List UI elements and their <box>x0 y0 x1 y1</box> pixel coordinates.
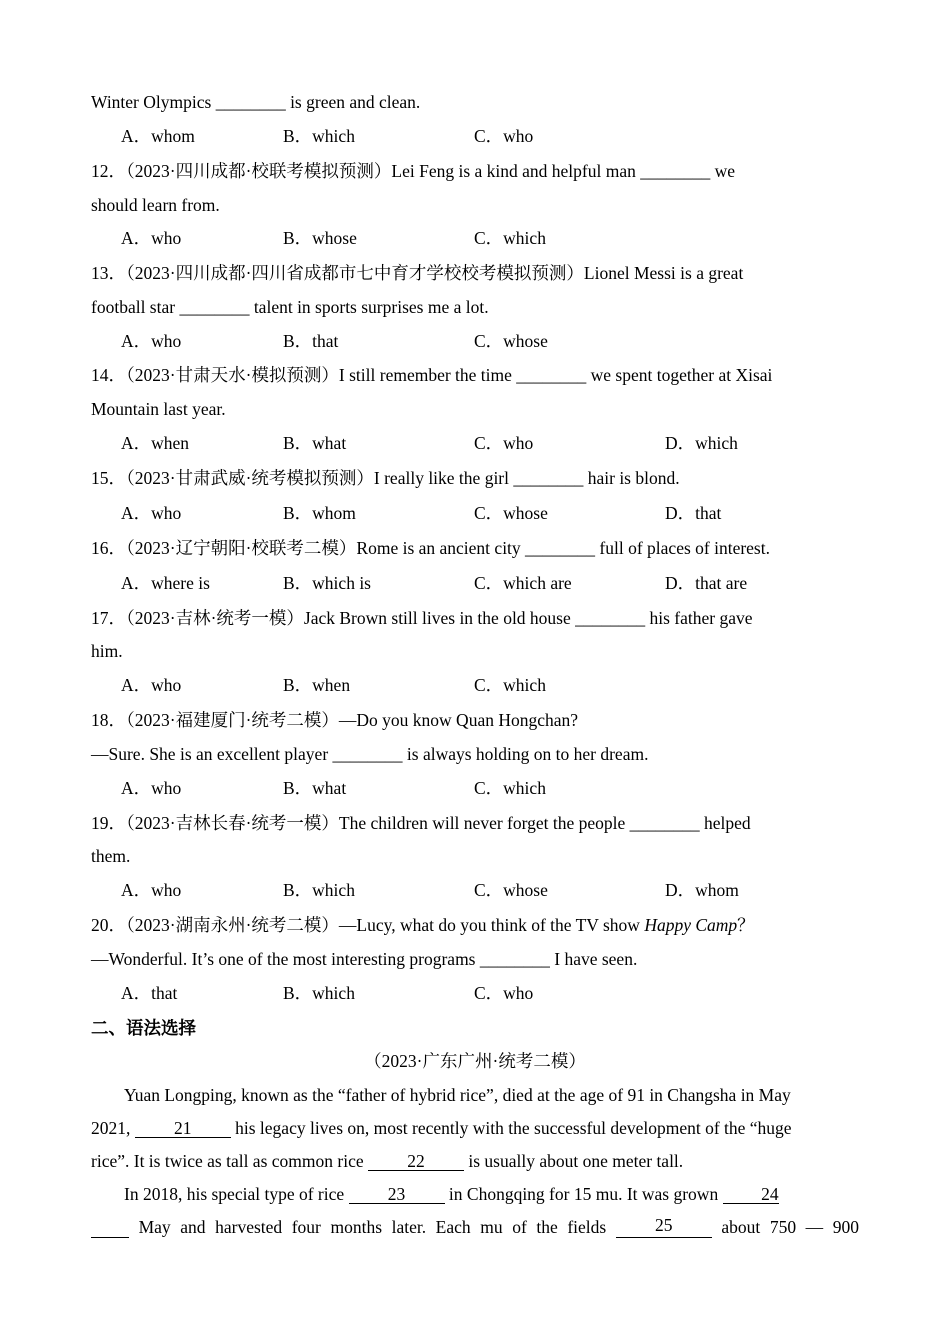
blank-21: 21 <box>135 1119 231 1138</box>
q11-option-c: C．who <box>474 126 534 146</box>
q16-option-d: D．that are <box>665 573 748 593</box>
q20-option-a: A．that <box>121 983 178 1003</box>
q13-stem-line1: 13．（2023·四川成都·四川省成都市七中育才学校校考模拟预测）Lionel Messi is a great <box>91 263 744 283</box>
q20-question-mark: ？ <box>737 915 755 935</box>
passage-text: in Chongqing for 15 mu. It was grown <box>444 1184 723 1204</box>
q14-option-c: C．who <box>474 433 534 453</box>
passage-word: of <box>512 1217 527 1237</box>
passage-word: Each <box>435 1217 471 1237</box>
q18-option-b: B．what <box>283 778 347 798</box>
q17-option-a: A．who <box>121 675 182 695</box>
q15-stem-line1: 15．（2023·甘肃武威·统考模拟预测）I really like the girl ________ hair is blond. <box>91 468 680 488</box>
passage-word: — <box>805 1217 824 1237</box>
blank-22: 22 <box>368 1152 464 1171</box>
q14-option-b: B．what <box>283 433 347 453</box>
blank-24-continuation <box>91 1216 129 1238</box>
passage-source: （2023·广东广州·统考二模） <box>364 1051 586 1071</box>
q20-stem-text: 20．（2023·湖南永州·统考二模）—Lucy, what do you think of the TV show <box>91 915 645 935</box>
passage-word: months <box>330 1217 383 1237</box>
q20-option-c: C．who <box>474 983 534 1003</box>
q13-stem-line2: football star ________ talent in sports surprises me a lot. <box>91 297 489 317</box>
passage-text: rice”. It is twice as tall as common rice <box>91 1151 368 1171</box>
q12-option-c: C．which <box>474 228 546 248</box>
passage-word: and <box>180 1217 206 1237</box>
q11-continuation: Winter Olympics ________ is green and clean. <box>91 92 421 112</box>
passage-word: later. <box>391 1217 427 1237</box>
q11-option-b: B．which <box>283 126 355 146</box>
passage-word: 750 <box>769 1217 797 1237</box>
q14-option-a: A．when <box>121 433 190 453</box>
q19-option-a: A．who <box>121 880 182 900</box>
q16-option-b: B．which is <box>283 573 371 593</box>
q12-stem-line2: should learn from. <box>91 195 220 215</box>
q20-stem-line2: —Wonderful. It’s one of the most interesting programs ________ I have seen. <box>91 949 638 969</box>
q14-option-d: D．which <box>665 433 738 453</box>
q12-stem-line1: 12．（2023·四川成都·校联考模拟预测）Lei Feng is a kind and helpful man ________ we <box>91 161 736 181</box>
q16-option-a: A．where is <box>121 573 210 593</box>
q18-stem-line1: 18．（2023·福建厦门·统考二模）—Do you know Quan Hongchan? <box>91 710 579 730</box>
passage-word: mu <box>480 1217 503 1237</box>
passage-p1-line2 <box>91 1117 792 1139</box>
passage-word: four <box>291 1217 321 1237</box>
passage-word: harvested <box>215 1217 283 1237</box>
q13-option-c: C．whose <box>474 331 548 351</box>
q14-stem-line2: Mountain last year. <box>91 399 226 419</box>
passage-text: In 2018, his special type of rice <box>124 1184 349 1204</box>
q16-stem-line1: 16．（2023·辽宁朝阳·校联考二模）Rome is an ancient city ________ full of places of interest. <box>91 538 770 558</box>
q15-option-a: A．who <box>121 503 182 523</box>
q18-option-c: C．which <box>474 778 546 798</box>
passage-text: his legacy lives on, most recently with the successful development of the “huge <box>230 1118 792 1138</box>
q20-option-b: B．which <box>283 983 355 1003</box>
blank-25: 25 <box>616 1216 712 1238</box>
q19-stem-line2: them. <box>91 846 131 866</box>
q19-stem-line1: 19．（2023·吉林长春·统考一模）The children will never forget the people ________ helped <box>91 813 751 833</box>
q20-stem-line1 <box>91 914 755 936</box>
blank-24: 24 <box>723 1185 779 1204</box>
q17-option-b: B．when <box>283 675 351 695</box>
q15-option-c: C．whose <box>474 503 548 523</box>
q17-option-c: C．which <box>474 675 546 695</box>
q12-option-b: B．whose <box>283 228 357 248</box>
passage-p2-line1 <box>124 1183 779 1205</box>
q19-option-c: C．whose <box>474 880 548 900</box>
passage-text: is usually about one meter tall. <box>463 1151 684 1171</box>
q15-option-d: D．that <box>665 503 722 523</box>
passage-word: the <box>536 1217 558 1237</box>
q11-option-a: A．whom <box>121 126 195 146</box>
q13-option-b: B．that <box>283 331 339 351</box>
section-heading: 二、语法选择 <box>91 1018 196 1038</box>
q17-stem-line1: 17．（2023·吉林·统考一模）Jack Brown still lives in the old house ________ his father gave <box>91 608 753 628</box>
passage-word: 900 <box>832 1217 859 1237</box>
passage-word: May <box>138 1217 171 1237</box>
passage-text: 2021, <box>91 1118 135 1138</box>
q14-stem-line1: 14．（2023·甘肃天水·模拟预测）I still remember the time ________ we spent together at Xisai <box>91 365 773 385</box>
passage-word: fields <box>567 1217 607 1237</box>
blank-23: 23 <box>349 1185 445 1204</box>
q15-option-b: B．whom <box>283 503 356 523</box>
q20-show-title: Happy Camp <box>644 915 738 935</box>
q13-option-a: A．who <box>121 331 182 351</box>
q18-option-a: A．who <box>121 778 182 798</box>
q19-option-b: B．which <box>283 880 355 900</box>
q18-stem-line2: —Sure. She is an excellent player ________ is always holding on to her dream. <box>91 744 649 764</box>
passage-word: about <box>721 1217 761 1237</box>
passage-p2-line2 <box>91 1216 859 1238</box>
q19-option-d: D．whom <box>665 880 739 900</box>
q12-option-a: A．who <box>121 228 182 248</box>
passage-p1-line3 <box>91 1150 683 1172</box>
passage-p1-line1: Yuan Longping, known as the “father of hybrid rice”, died at the age of 91 in Changsha in May <box>124 1085 791 1105</box>
q16-option-c: C．which are <box>474 573 572 593</box>
q17-stem-line2: him. <box>91 641 123 661</box>
